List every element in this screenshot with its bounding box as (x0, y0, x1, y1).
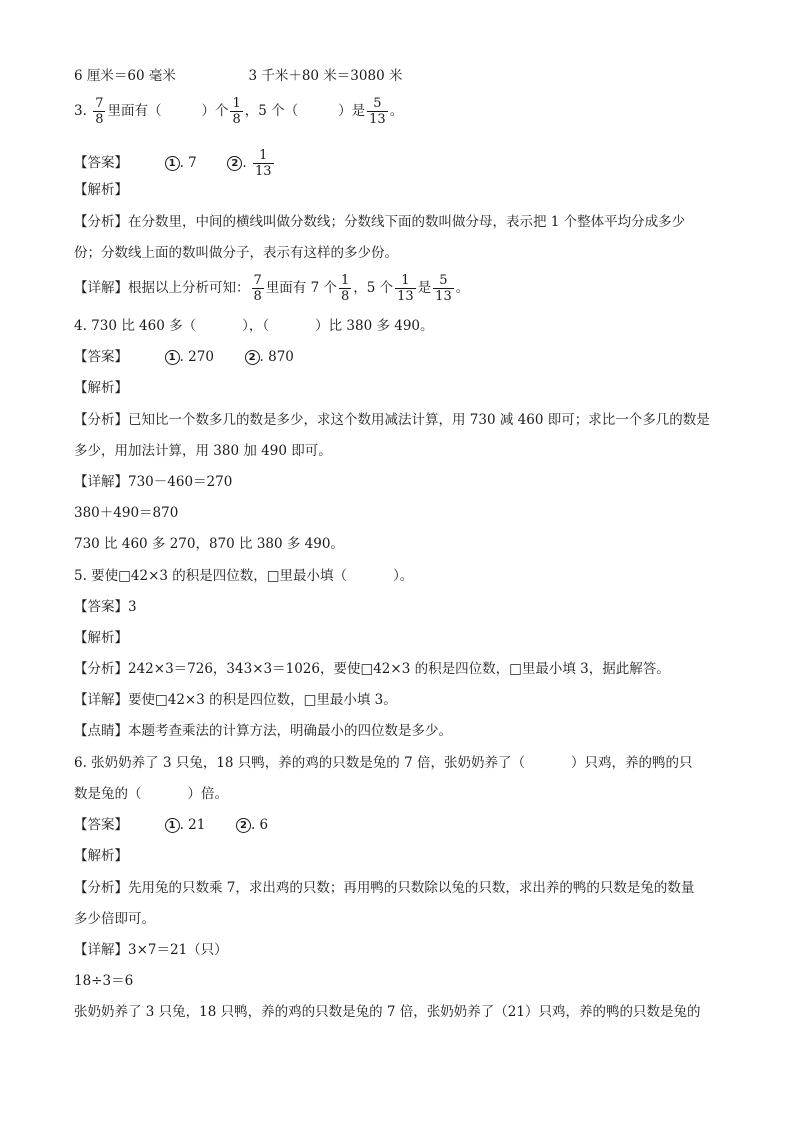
detail-text: 里面有 7 个 (265, 280, 337, 296)
question-number: 3. (74, 103, 87, 119)
detail-text: 【详解】要使□42×3 的积是四位数，□里最小填 3。 (74, 692, 397, 708)
answer-line (74, 348, 294, 366)
answer-value: . 7 (179, 155, 197, 171)
question-3 (74, 96, 403, 127)
detail-text: 【详解】730－460＝270 (74, 474, 233, 490)
question-5 (74, 567, 413, 585)
question-text: ）是 (338, 103, 366, 119)
detail-text: 18÷3＝6 (74, 973, 134, 989)
question-text: 数是兔的（ (74, 786, 142, 802)
fraction: $\frac{1}{13}$ (254, 148, 272, 179)
circled-number: 1 (165, 350, 180, 365)
fraction: $\frac{1}{13}$ (397, 273, 414, 304)
circled-number: 2 (227, 156, 242, 171)
detail-text: 是 (417, 280, 432, 296)
fraction: $\frac{7}{8}$ (253, 273, 262, 304)
analysis-text: 【分析】242×3＝726，343×3＝1026，要使□42×3 的积是四位数，□里最小填 3，据此解答。 (74, 661, 670, 677)
detail-text: 730 比 460 多 270，870 比 380 多 490。 (74, 536, 344, 552)
answer-value: . (242, 155, 247, 171)
conversion-cm: 6 厘米＝60 毫米 (74, 68, 176, 84)
analysis-heading: 【解析】 (74, 630, 128, 646)
analysis-heading: 【解析】 (74, 848, 128, 864)
detail-text: 【详解】根据以上分析可知： (74, 280, 250, 296)
question-text: ）倍。 (187, 786, 228, 802)
tip-text: 【点睛】本题考查乘法的计算方法，明确最小的四位数是多少。 (74, 723, 452, 739)
question-4 (74, 317, 434, 335)
answer-label: 【答案】 (74, 817, 128, 833)
fraction: $\frac{1}{8}$ (340, 273, 350, 304)
question-6 (74, 754, 692, 772)
answer-label: 【答案】 (74, 155, 128, 171)
answer-value: . 270 (179, 349, 214, 365)
answer-line (74, 816, 268, 834)
question-text: ）比 380 多 490。 (315, 318, 434, 334)
answer-value: . 6 (250, 817, 269, 833)
question-text: 里面有（ (107, 103, 162, 119)
question-text: ）。 (393, 568, 414, 584)
circled-number: 1 (165, 156, 180, 171)
question-6-cont (74, 785, 228, 803)
answer-text: 【答案】3 (74, 599, 137, 615)
detail-text: 【详解】3×7＝21（只） (74, 942, 228, 958)
question-text: 4. 730 比 460 多（ (74, 318, 197, 334)
analysis-text: 【分析】先用兔的只数乘 7，求出鸡的只数；再用鸭的只数除以兔的只数，求出养的鸭的只数是兔的数量 (74, 880, 695, 896)
question-text: ，5 个（ (244, 103, 299, 119)
answer-value: . 870 (259, 349, 294, 365)
detail-text: 张奶奶养了 3 只兔，18 只鸭，养的鸡的只数是兔的 7 倍，张奶奶养了（21）只鸡，养的鸭的只数是兔的 (74, 1004, 701, 1020)
answer-label: 【答案】 (74, 349, 128, 365)
question-text: ）只鸡，养的鸭的只 (570, 755, 693, 771)
fraction: $\frac{1}{8}$ (232, 96, 241, 127)
question-text: 。 (389, 103, 404, 119)
analysis-text: 多少，用加法计算，用 380 加 490 即可。 (74, 443, 332, 459)
analysis-heading: 【解析】 (74, 182, 128, 198)
circled-number: 2 (245, 350, 260, 365)
answer-value: . 21 (179, 817, 206, 833)
analysis-text: 多少倍即可。 (74, 911, 155, 927)
detail-line (74, 273, 469, 304)
unit-conversion-line (74, 67, 402, 85)
analysis-heading: 【解析】 (74, 380, 128, 396)
fraction: $\frac{5}{13}$ (369, 96, 386, 127)
question-text: 6. 张奶奶养了 3 只兔，18 只鸭，养的鸡的只数是兔的 7 倍，张奶奶养了（ (74, 755, 525, 771)
circled-number: 1 (165, 818, 180, 833)
fraction: $\frac{5}{13}$ (435, 273, 452, 304)
detail-text: 380＋490＝870 (74, 505, 179, 521)
detail-text: 。 (455, 280, 470, 296)
analysis-text: 份；分数线上面的数叫做分子，表示有这样的多少份。 (74, 245, 398, 261)
answer-line (74, 148, 276, 179)
circled-number: 2 (236, 818, 251, 833)
analysis-text: 【分析】已知比一个数多几的数是多少，求这个数用减法计算，用 730 减 460 即可；求比一个多几的数是 (74, 412, 710, 428)
analysis-text: 【分析】在分数里，中间的横线叫做分数线；分数线下面的数叫做分母，表示把 1 个整体平均分成多少 (74, 214, 686, 230)
conversion-km: 3 千米＋80 米＝3080 米 (248, 68, 403, 84)
question-text: ），（ (242, 318, 270, 334)
question-text: ）个 (201, 103, 229, 119)
detail-text: ，5 个 (353, 280, 394, 296)
fraction: $\frac{7}{8}$ (95, 96, 104, 127)
question-text: 5. 要使□42×3 的积是四位数，□里最小填（ (74, 568, 348, 584)
